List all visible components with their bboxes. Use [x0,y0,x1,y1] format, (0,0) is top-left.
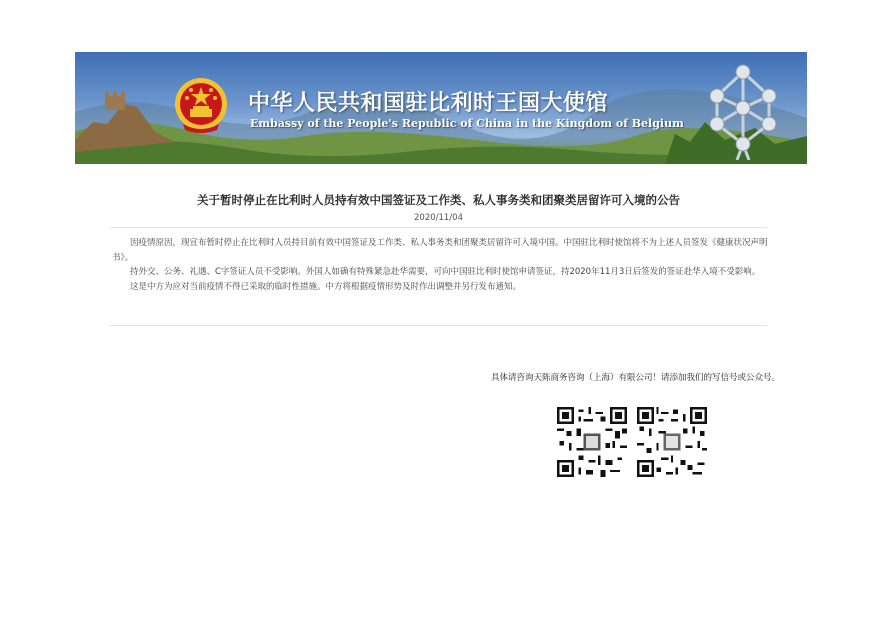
body-paragraph: 这是中方为应对当前疫情不得已采取的临时性措施。中方将根据疫情形势及时作出调整并另行发布通知。 [130,281,522,292]
bottom-divider [110,325,767,326]
atomium-monument-image [699,60,787,160]
embassy-title-english: Embassy of the People's Republic of China in the Kingdom of Belgium [250,117,684,130]
announcement-date: 2020/11/04 [414,213,463,223]
wechat-qr-code-right[interactable] [637,407,707,477]
body-paragraph: 因疫情原因，现宣布暂时停止在比利时人员持目前有效中国签证及工作类、私人事务类和团聚类居留许可入境中国。中国驻比利时使馆将不为上述人员签发《健康状况声明书》。 [112,238,768,263]
embassy-banner [75,52,807,164]
contact-note: 具体请咨询天陈商务咨询（上海）有限公司！请添加我们的写信号或公众号。 [491,373,781,383]
announcement-body [112,236,772,294]
embassy-title-chinese: 中华人民共和国驻比利时王国大使馆 [248,91,609,116]
body-paragraph: 持外交、公务、礼遇、C字签证人员不受影响。外国人如确有特殊紧急赴华需要，可向中国驻比利时使馆申请签证，持2020年11月3日后签发的签证赴华入境不受影响。 [130,267,761,277]
national-emblem-icon [173,76,229,134]
announcement-title: 关于暂时停止在比利时人员持有效中国签证及工作类、私人事务类和团聚类居留许可入境的公告 [197,193,680,207]
wechat-qr-code-left[interactable] [557,407,627,477]
top-divider [110,227,767,228]
